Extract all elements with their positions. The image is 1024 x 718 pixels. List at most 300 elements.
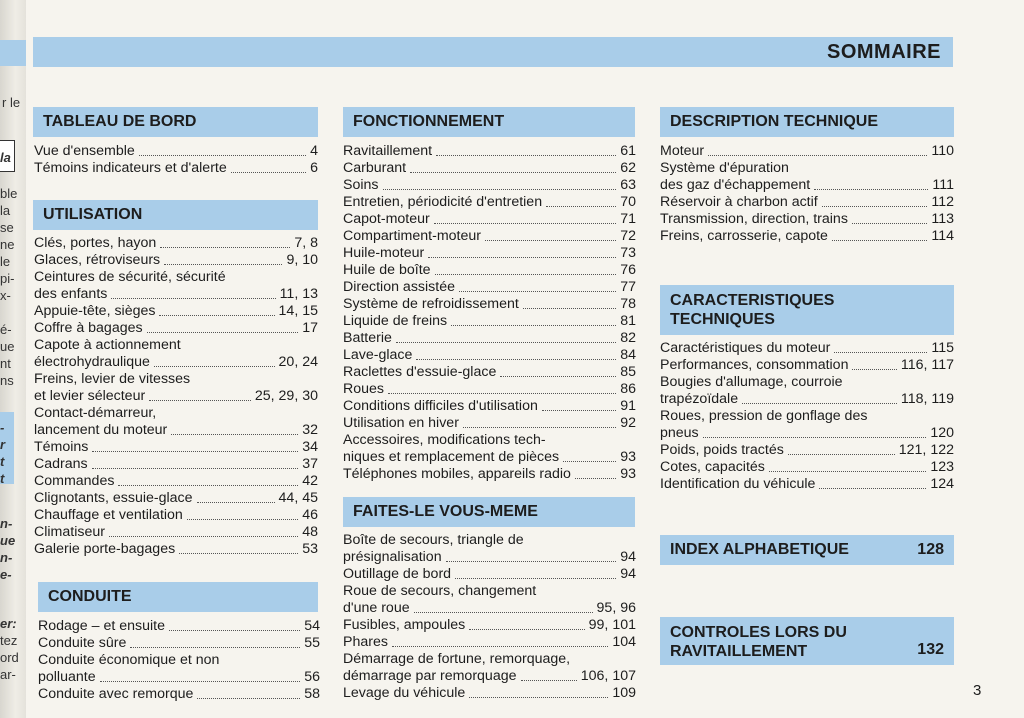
facing-page-text-fragment: ble (0, 186, 18, 201)
section-title-line-1: CONTROLES LORS DU (670, 624, 847, 641)
section-page: 128 (917, 541, 944, 558)
facing-page-text-fragment: tez (0, 633, 18, 648)
section-title: TABLEAU DE BORD (43, 113, 197, 130)
toc-entry[interactable] (343, 262, 636, 279)
toc-entry-page: 73 (620, 245, 636, 261)
dot-leader (130, 647, 300, 648)
dot-leader (563, 461, 616, 462)
toc-entry-page: 11, 13 (279, 286, 318, 302)
toc-entry-page: 86 (620, 381, 636, 397)
toc-entry-page: 111 (932, 177, 954, 193)
toc-entry[interactable] (34, 320, 318, 337)
section-title: CONDUITE (48, 588, 132, 605)
dot-leader (436, 155, 616, 156)
toc-entry[interactable] (660, 340, 954, 357)
dot-leader (575, 478, 616, 479)
facing-page-edge (0, 0, 26, 718)
facing-page-text-fragment: é- (0, 322, 12, 337)
facing-page-text-fragment: n- (0, 516, 13, 531)
facing-page-text-fragment: ne (0, 237, 15, 252)
toc-entry-label: Conduite sûre (38, 635, 127, 651)
toc-entry-label: Clignotants, essuie-glace (34, 490, 193, 506)
toc-entry[interactable] (34, 439, 318, 456)
toc-entry-page: 58 (304, 686, 320, 702)
toc-list-faites-le-vous-meme (343, 532, 636, 702)
toc-entry-text: Accessoires, modifications tech- (343, 432, 546, 448)
toc-entry[interactable] (34, 354, 318, 371)
toc-entry[interactable] (343, 415, 636, 432)
section-title-line-1: CARACTERISTIQUES (670, 292, 835, 309)
toc-entry-page: 93 (620, 466, 636, 482)
dot-leader (852, 223, 927, 224)
toc-list-utilisation (34, 235, 318, 558)
section-title: FONCTIONNEMENT (353, 113, 505, 130)
page-title: SOMMAIRE (827, 41, 941, 63)
toc-entry[interactable] (34, 524, 318, 541)
section-header-faites-le-vous-meme (343, 497, 635, 527)
toc-entry-page: 7, 8 (294, 235, 318, 251)
toc-entry-page: 120 (930, 425, 954, 441)
toc-entry-label: Utilisation en hiver (343, 415, 459, 431)
toc-entry-label: Raclettes d'essuie-glace (343, 364, 497, 380)
toc-entry[interactable] (343, 245, 636, 262)
dot-leader (197, 502, 275, 503)
toc-entry[interactable] (343, 466, 636, 483)
toc-entry-label: Poids, poids tractés (660, 442, 784, 458)
toc-entry-label: des enfants (34, 286, 108, 302)
toc-entry-page: 81 (620, 313, 636, 329)
facing-page-text-fragment: la (0, 203, 11, 218)
toc-entry-page: 32 (302, 422, 318, 438)
dot-leader (149, 400, 251, 401)
facing-page-text-fragment: ar- (0, 667, 16, 682)
toc-entry-page: 62 (620, 160, 636, 176)
toc-entry[interactable] (34, 456, 318, 473)
toc-entry[interactable] (660, 425, 954, 442)
toc-entry[interactable] (660, 143, 954, 160)
toc-entry[interactable] (660, 228, 954, 245)
section-title (670, 291, 834, 329)
toc-entry-page: 118, 119 (900, 391, 954, 407)
toc-entry-page: 115 (931, 340, 954, 356)
toc-entry-label: Compartiment-moteur (343, 228, 481, 244)
toc-entry-label: Soins (343, 177, 379, 193)
toc-entry-label: Phares (343, 634, 388, 650)
section-header-conduite (38, 582, 318, 612)
dot-leader (546, 206, 616, 207)
toc-entry-label: Freins, carrosserie, capote (660, 228, 828, 244)
toc-entry[interactable] (34, 303, 318, 320)
toc-entry[interactable] (34, 252, 318, 269)
toc-entry-page: 121, 122 (898, 442, 954, 458)
toc-entry-label: Batterie (343, 330, 392, 346)
toc-entry[interactable] (38, 669, 320, 686)
dot-leader (788, 454, 895, 455)
toc-entry-label: Roues (343, 381, 385, 397)
facing-page-text-fragment: le (0, 254, 11, 269)
toc-entry-page: 104 (612, 634, 636, 650)
toc-entry[interactable] (34, 541, 318, 558)
section-header-index-alphabetique (660, 535, 954, 565)
toc-entry-label: lancement du moteur (34, 422, 168, 438)
facing-page-text-fragment: - (0, 420, 5, 435)
toc-entry-text: Système d'épuration (660, 160, 789, 176)
toc-entry-page: 72 (620, 228, 636, 244)
dot-leader (118, 485, 298, 486)
toc-entry-page: 94 (620, 549, 636, 565)
dot-leader (187, 519, 298, 520)
toc-entry-label: présignalisation (343, 549, 442, 565)
toc-entry[interactable] (343, 313, 636, 330)
toc-entry[interactable] (660, 442, 954, 459)
toc-entry-page: 84 (620, 347, 636, 363)
toc-entry-page: 17 (302, 320, 318, 336)
facing-page-text-fragment: ue (0, 533, 16, 548)
toc-entry[interactable] (343, 617, 636, 634)
toc-entry[interactable] (34, 143, 318, 160)
toc-entry-label: Direction assistée (343, 279, 455, 295)
toc-entry-page: 44, 45 (278, 490, 318, 506)
dot-leader (197, 698, 300, 699)
toc-entry[interactable] (343, 634, 636, 651)
toc-entry-text: Contact-démarreur, (34, 405, 157, 421)
toc-entry-text: Conduite économique et non (38, 652, 220, 668)
toc-list-conduite (38, 618, 320, 703)
toc-entry-label: Clés, portes, hayon (34, 235, 157, 251)
section-title: UTILISATION (43, 206, 143, 223)
section-header-tableau-de-bord (33, 107, 318, 137)
dot-leader (396, 342, 616, 343)
toc-list-caracteristiques-techniques (660, 340, 954, 493)
dot-leader (139, 155, 306, 156)
section-title: FAITES-LE VOUS-MEME (353, 503, 538, 520)
facing-page-text-fragment: er: (0, 616, 17, 631)
toc-entry[interactable] (343, 194, 636, 211)
toc-entry[interactable] (38, 686, 320, 703)
toc-entry-text: Ceintures de sécurité, sécurité (34, 269, 226, 285)
toc-entry-label: Glaces, rétroviseurs (34, 252, 161, 268)
toc-entry-label: niques et remplacement de pièces (343, 449, 560, 465)
toc-entry[interactable] (38, 635, 320, 652)
section-header-fonctionnement (343, 107, 635, 137)
toc-entry[interactable] (343, 549, 636, 566)
toc-entry-label: d'une roue (343, 600, 410, 616)
dot-leader (154, 366, 275, 367)
facing-page-text-fragment: nt (0, 356, 11, 371)
dot-leader (179, 553, 298, 554)
toc-entry-page: 48 (302, 524, 318, 540)
toc-entry-label: Carburant (343, 160, 407, 176)
toc-entry-page: 94 (620, 566, 636, 582)
toc-entry-page: 54 (304, 618, 320, 634)
facing-page-text-fragment: la (0, 150, 11, 165)
toc-entry[interactable] (343, 364, 636, 381)
dot-leader (428, 257, 616, 258)
dot-leader (819, 488, 926, 489)
toc-entry[interactable] (343, 330, 636, 347)
toc-entry-label: Levage du véhicule (343, 685, 466, 701)
toc-entry-label: et levier sélecteur (34, 388, 146, 404)
dot-leader (708, 155, 927, 156)
toc-entry-page: 56 (304, 669, 320, 685)
section-title-line-2: TECHNIQUES (670, 311, 775, 328)
toc-entry-text: Capote à actionnement (34, 337, 181, 353)
facing-page-text-fragment: ord (0, 650, 19, 665)
toc-entry-page: 25, 29, 30 (254, 388, 318, 404)
dot-leader (147, 332, 299, 333)
toc-entry-page: 53 (302, 541, 318, 557)
toc-entry-page: 93 (620, 449, 636, 465)
dot-leader (414, 612, 593, 613)
toc-entry-page: 116, 117 (900, 357, 954, 373)
dot-leader (822, 206, 928, 207)
toc-entry-page: 77 (620, 279, 636, 295)
toc-entry[interactable] (343, 668, 636, 685)
toc-entry-label: Téléphones mobiles, appareils radio (343, 466, 571, 482)
dot-leader (169, 630, 300, 631)
dot-leader (521, 680, 577, 681)
dot-leader (852, 369, 896, 370)
toc-entry[interactable] (343, 160, 636, 177)
toc-entry-label: des gaz d'échappement (660, 177, 811, 193)
dot-leader (159, 315, 274, 316)
toc-entry-label: Conduite avec remorque (38, 686, 194, 702)
dot-leader (111, 298, 275, 299)
toc-entry-label: Outillage de bord (343, 566, 452, 582)
dot-leader (435, 274, 617, 275)
toc-entry-label: Rodage – et ensuite (38, 618, 165, 634)
facing-page-text-fragment: t (0, 471, 5, 486)
toc-entry-label: Huile de boîte (343, 262, 431, 278)
toc-entry-page: 9, 10 (286, 252, 318, 268)
toc-entry[interactable] (343, 211, 636, 228)
facing-page-text-fragment: ue (0, 339, 15, 354)
toc-entry-label: Performances, consommation (660, 357, 849, 373)
section-title: INDEX ALPHABETIQUE (670, 541, 849, 558)
toc-entry[interactable] (34, 160, 318, 177)
toc-entry-label: Identification du véhicule (660, 476, 816, 492)
dot-leader (164, 264, 282, 265)
toc-entry[interactable] (343, 381, 636, 398)
toc-entry-page: 71 (620, 211, 636, 227)
toc-entry[interactable] (343, 228, 636, 245)
toc-entry-label: Coffre à bagages (34, 320, 143, 336)
toc-entry-label: électrohydraulique (34, 354, 150, 370)
facing-page-text-fragment: pi- (0, 271, 15, 286)
toc-entry-label: Commandes (34, 473, 115, 489)
page-number: 3 (973, 682, 982, 699)
toc-entry-page: 4 (310, 143, 318, 159)
dot-leader (455, 578, 616, 579)
dot-leader (410, 172, 616, 173)
toc-entry-label: Liquide de freins (343, 313, 448, 329)
toc-entry-page: 91 (620, 398, 636, 414)
toc-entry-label: Chauffage et ventilation (34, 507, 183, 523)
toc-entry-page: 99, 101 (588, 617, 636, 633)
toc-entry-label: trapézoïdale (660, 391, 739, 407)
toc-entry[interactable] (343, 177, 636, 194)
section-title (670, 623, 847, 661)
toc-entry[interactable] (34, 235, 318, 252)
toc-entry-page: 92 (620, 415, 636, 431)
toc-entry-label: Caractéristiques du moteur (660, 340, 831, 356)
toc-list-fonctionnement (343, 143, 636, 483)
dot-leader (100, 681, 301, 682)
dot-leader (459, 291, 616, 292)
page-header-bar (33, 37, 953, 67)
toc-entry-label: Transmission, direction, trains (660, 211, 848, 227)
toc-entry-label: Conditions difficiles d'utilisation (343, 398, 538, 414)
dot-leader (742, 403, 897, 404)
toc-entry-label: démarrage par remorquage (343, 668, 517, 684)
toc-entry-page: 82 (620, 330, 636, 346)
toc-entry-page: 85 (620, 364, 636, 380)
toc-entry-page: 37 (302, 456, 318, 472)
toc-entry-label: Témoins indicateurs et d'alerte (34, 160, 227, 176)
facing-page-text-fragment: x- (0, 288, 11, 303)
toc-entry-text: Bougies d'allumage, courroie (660, 374, 843, 390)
toc-entry[interactable] (660, 177, 954, 194)
toc-entry-page: 42 (302, 473, 318, 489)
toc-entry[interactable] (660, 211, 954, 228)
toc-entry-page: 113 (931, 211, 954, 227)
toc-entry-page: 78 (620, 296, 636, 312)
toc-entry-label: Appuie-tête, sièges (34, 303, 156, 319)
toc-entry-page: 114 (931, 228, 954, 244)
toc-entry-text: Freins, levier de vitesses (34, 371, 191, 387)
dot-leader (469, 629, 584, 630)
toc-entry[interactable] (343, 685, 636, 702)
section-header-caracteristiques-techniques (660, 285, 954, 335)
toc-entry-page: 112 (931, 194, 954, 210)
dot-leader (446, 561, 617, 562)
dot-leader (160, 247, 290, 248)
toc-entry[interactable] (343, 398, 636, 415)
section-header-description-technique (660, 107, 954, 137)
toc-entry-page: 61 (620, 143, 636, 159)
toc-entry[interactable] (343, 347, 636, 364)
toc-entry[interactable] (343, 449, 636, 466)
toc-entry[interactable] (343, 143, 636, 160)
toc-entry-page: 109 (612, 685, 636, 701)
dot-leader (416, 359, 616, 360)
toc-entry-label: Lave-glace (343, 347, 413, 363)
facing-page-text-fragment: e- (0, 567, 12, 582)
toc-entry-page: 55 (304, 635, 320, 651)
toc-entry[interactable] (660, 194, 954, 211)
toc-entry-page: 123 (930, 459, 954, 475)
toc-entry-label: Moteur (660, 143, 705, 159)
toc-entry-text: Roues, pression de gonflage des (660, 408, 868, 424)
section-title-line-2: RAVITAILLEMENT (670, 643, 808, 660)
toc-entry-label: Galerie porte-bagages (34, 541, 176, 557)
toc-entry[interactable] (343, 566, 636, 583)
dot-leader (485, 240, 616, 241)
toc-entry[interactable] (660, 391, 954, 408)
toc-entry-page: 95, 96 (596, 600, 636, 616)
dot-leader (171, 434, 298, 435)
toc-entry-label: polluante (38, 669, 96, 685)
dot-leader (388, 393, 616, 394)
toc-list-tableau-de-bord (34, 143, 318, 177)
facing-page-header-strip (0, 40, 26, 66)
dot-leader (392, 646, 608, 647)
dot-leader (434, 223, 616, 224)
dot-leader (769, 471, 926, 472)
toc-entry-label: Réservoir à charbon actif (660, 194, 818, 210)
toc-entry[interactable] (34, 388, 318, 405)
toc-entry-page: 34 (302, 439, 318, 455)
toc-entry[interactable] (343, 296, 636, 313)
toc-entry-page: 110 (931, 143, 954, 159)
toc-entry-page: 14, 15 (278, 303, 318, 319)
toc-entry-label: Capot-moteur (343, 211, 430, 227)
facing-page-text-fragment: ns (0, 373, 14, 388)
toc-entry-label: pneus (660, 425, 699, 441)
toc-entry-label: Système de refroidissement (343, 296, 519, 312)
facing-page-text-fragment: se (0, 220, 14, 235)
section-header-utilisation (33, 200, 318, 230)
toc-entry-label: Cadrans (34, 456, 88, 472)
facing-page-text-fragment: t (0, 454, 5, 469)
dot-leader (463, 427, 616, 428)
dot-leader (832, 240, 927, 241)
toc-entry-page: 70 (620, 194, 636, 210)
dot-leader (231, 172, 306, 173)
dot-leader (703, 437, 927, 438)
section-title: DESCRIPTION TECHNIQUE (670, 113, 879, 130)
toc-entry[interactable] (660, 476, 954, 493)
section-page: 132 (917, 641, 944, 658)
toc-entry-label: Climatiseur (34, 524, 105, 540)
toc-entry-text: Démarrage de fortune, remorquage, (343, 651, 571, 667)
toc-entry-label: Témoins (34, 439, 89, 455)
toc-entry-label: Fusibles, ampoules (343, 617, 466, 633)
toc-entry[interactable] (34, 286, 318, 303)
toc-entry[interactable] (34, 422, 318, 439)
toc-entry-page: 46 (302, 507, 318, 523)
toc-entry-label: Huile-moteur (343, 245, 425, 261)
facing-page-text-fragment: r (0, 437, 6, 452)
toc-entry[interactable] (343, 600, 636, 617)
dot-leader (834, 352, 927, 353)
dot-leader (469, 697, 608, 698)
facing-page-text-fragment: n- (0, 550, 13, 565)
dot-leader (451, 325, 616, 326)
toc-entry-page: 63 (620, 177, 636, 193)
section-header-controles-ravitaillement (660, 617, 954, 665)
toc-entry[interactable] (34, 507, 318, 524)
dot-leader (92, 468, 299, 469)
dot-leader (542, 410, 616, 411)
dot-leader (92, 451, 298, 452)
toc-entry[interactable] (34, 490, 318, 507)
toc-entry[interactable] (343, 279, 636, 296)
facing-page-text-fragment: r le (2, 95, 21, 110)
toc-entry-page: 20, 24 (278, 354, 318, 370)
dot-leader (523, 308, 616, 309)
toc-entry-page: 76 (620, 262, 636, 278)
toc-entry[interactable] (38, 618, 320, 635)
toc-entry-label: Cotes, capacités (660, 459, 765, 475)
toc-entry-text: Roue de secours, changement (343, 583, 537, 599)
toc-entry[interactable] (660, 357, 954, 374)
toc-entry-page: 6 (310, 160, 318, 176)
toc-entry-text: Boîte de secours, triangle de (343, 532, 524, 548)
toc-entry[interactable] (34, 473, 318, 490)
toc-list-description-technique (660, 143, 954, 245)
toc-entry[interactable] (660, 459, 954, 476)
